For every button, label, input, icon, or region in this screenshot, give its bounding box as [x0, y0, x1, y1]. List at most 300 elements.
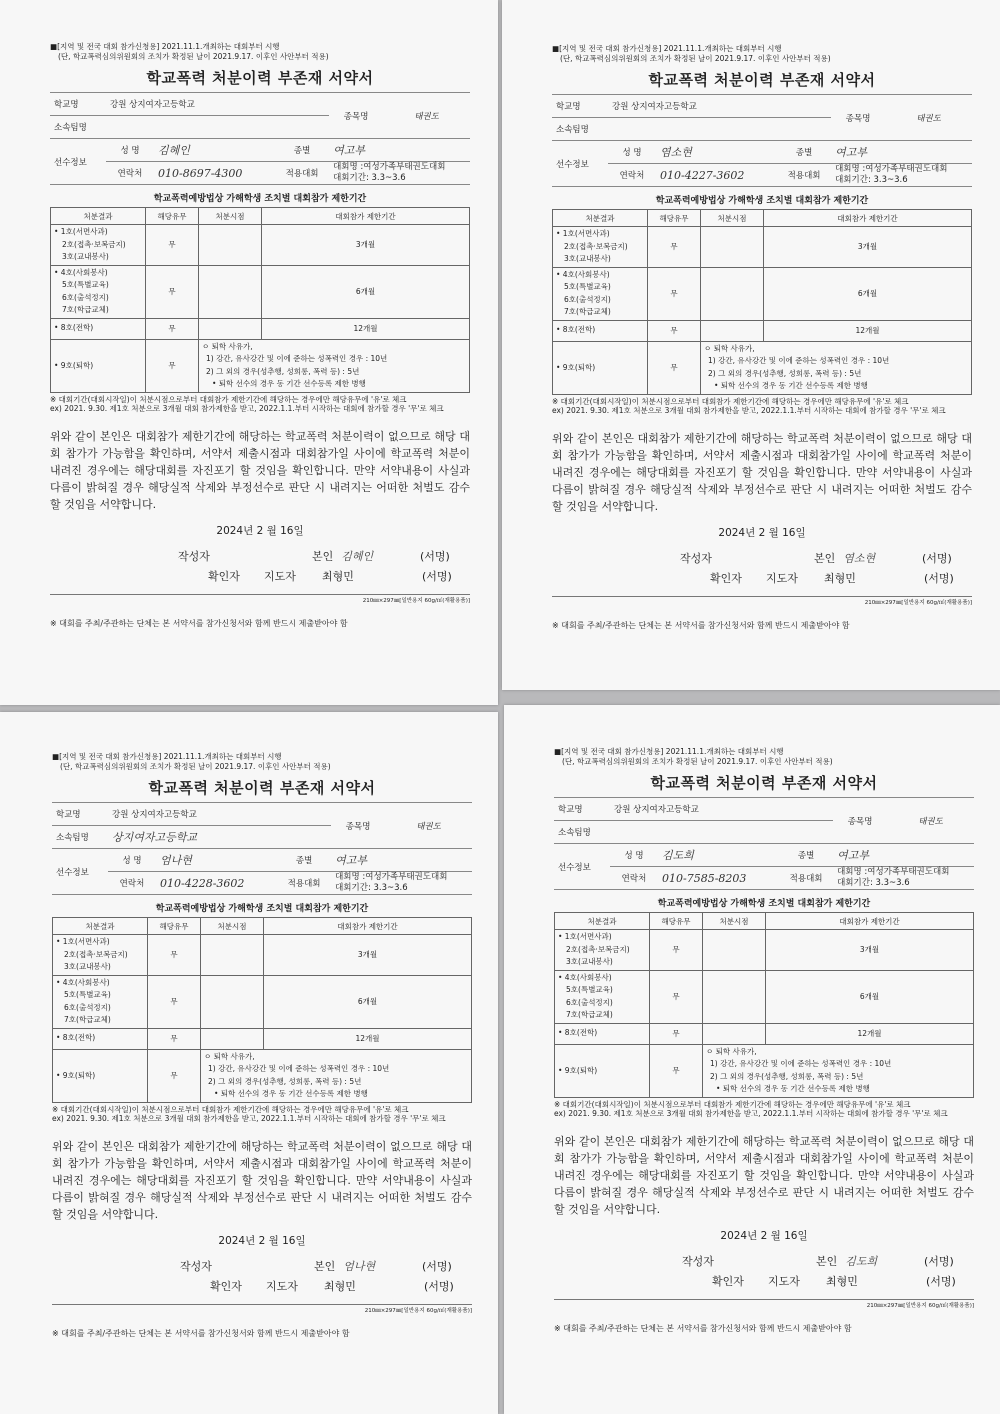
applicable-cell: 무 [648, 267, 701, 320]
header-line-2: (단, 학교폭력심의위원회의 조치가 확정된 날이 2021.9.17. 이후인 사안부터 적용) [60, 762, 331, 771]
event-label: 종목명 [329, 93, 383, 139]
result-item: 5호(특별교육) [564, 282, 611, 291]
table-row [51, 225, 470, 266]
col-header-limit: 대회참가 제한기간 [262, 208, 470, 225]
comp-label: 적용대회 [277, 872, 331, 895]
limit-cell: 12개월 [264, 1028, 472, 1049]
result-item: 7호(학급교체) [62, 305, 109, 314]
applicable-cell: 무 [146, 265, 199, 318]
pledge-text: 위와 같이 본인은 대회참가 제한기간에 해당하는 학교폭력 처분이력이 없으므로 해당 대회 참가가 가능함을 확인하며, 서약서 제출시점과 대회참가일 사이에 학교폭력 처분이 내려진 경우에는 해당대회를 자진포기 할 것임을 확인합니다. 만약 서약내용이 사실과 다름이 밝혀질 경우 해당실적 삭제와 부정선수로 판단 시 내려지는 어떠한 처벌도 감수할 것임을 서약합니다. [554, 1134, 974, 1216]
col-header-limit: 대회참가 제한기간 [764, 210, 972, 227]
form-header [50, 42, 470, 62]
limit-line: 1) 강간, 유사강간 및 이에 준하는 성폭력인 경우 : 10년 [710, 1059, 892, 1068]
header-line-1: ■[지역 및 전국 대회 참가신청용] 2021.11.1.개최하는 대회부터 시행 [52, 752, 282, 761]
col-header-applicable: 해당유무 [148, 918, 201, 935]
pledge-date: 2024년 2 월 16일 [218, 1234, 306, 1247]
result-item: 2호(접촉·보복금지) [62, 239, 126, 249]
result-item: • 4호(사회봉사) [558, 972, 612, 982]
limit-cell: 6개월 [764, 267, 972, 320]
notes [50, 395, 470, 414]
contact-label: 연락처 [108, 872, 156, 895]
sign-seal-1: (서명) [922, 551, 952, 565]
result-item: 7호(학급교체) [564, 307, 611, 316]
team-name: 상지여자고등학교 [108, 826, 331, 849]
result-cell [53, 935, 148, 976]
form-title: 학교폭력 처분이력 부존재 서약서 [146, 69, 374, 87]
team-name [106, 116, 329, 139]
comp-info [833, 867, 974, 890]
result-cell [51, 265, 146, 318]
result-cell [553, 320, 648, 341]
applicable-cell: 무 [148, 975, 201, 1028]
pledge-form-sheet [0, 0, 498, 705]
col-header-time: 처분시점 [701, 210, 764, 227]
time-cell [199, 318, 262, 339]
table-row [553, 267, 972, 320]
limit-line: • 퇴학 선수의 경우 동 기간 선수등록 제한 병행 [212, 379, 366, 388]
pledge-date: 2024년 2 월 16일 [720, 1229, 808, 1242]
time-cell [703, 970, 766, 1023]
notes [552, 397, 972, 416]
result-cell: • 9호(퇴학) [51, 339, 146, 392]
applicable-cell: 무 [148, 1028, 201, 1049]
self-signature: 염소현 [843, 551, 876, 565]
self-sign [314, 1258, 375, 1274]
self-sign [816, 1253, 877, 1269]
player-contact: 010-4227-3602 [656, 164, 777, 187]
result-item: 5호(특별교육) [62, 280, 109, 289]
limit-line: • 퇴학 선수의 경우 동 기간 선수등록 제한 병행 [716, 1084, 870, 1093]
player-name: 김도희 [658, 844, 779, 867]
form-content [552, 44, 972, 631]
info-table [50, 92, 470, 185]
applicable-cell: 무 [648, 227, 701, 268]
result-item: 3호(교내봉사) [62, 252, 109, 261]
limit-line: • 퇴학 선수의 경우 동 기간 선수등록 제한 병행 [214, 1089, 368, 1098]
school-name: 강원 상지여자고등학교 [106, 93, 329, 116]
event-label: 종목명 [833, 798, 887, 844]
header-line-2: (단, 학교폭력심의위원회의 조치가 확정된 날이 2021.9.17. 이후인 사안부터 적용) [58, 52, 329, 61]
sign-seal-1: (서명) [422, 1259, 452, 1273]
confirmer-label: 확인자 [210, 1279, 242, 1293]
player-info-label: 선수정보 [554, 844, 610, 890]
limit-line: ㅇ 퇴학 사유가, [204, 1051, 255, 1061]
author-label: 작성자 [180, 1259, 212, 1273]
time-cell [703, 1023, 766, 1044]
result-item: • 8호(전학) [56, 1033, 96, 1043]
result-cell: • 9호(퇴학) [53, 1049, 148, 1102]
player-info-label: 선수정보 [552, 141, 608, 187]
info-table [554, 797, 974, 890]
result-cell [51, 225, 146, 266]
result-cell [53, 975, 148, 1028]
self-signature: 엄나현 [343, 1259, 376, 1273]
form-title: 학교폭력 처분이력 부존재 서약서 [148, 779, 376, 797]
limit-line: 1) 강간, 유사강간 및 이에 준하는 성폭력인 경우 : 10년 [208, 1064, 390, 1073]
author-label: 작성자 [680, 551, 712, 565]
result-item: • 4호(사회봉사) [556, 269, 610, 279]
table-row [53, 975, 472, 1028]
self-sign [312, 548, 373, 564]
restriction-subtitle: 학교폭력예방법상 가해학생 조치별 대회참가 제한기간 [657, 899, 871, 909]
note-2: ex) 2021. 9.30. 제1호 처분으로 3개월 대회 참가제한을 받고, 2022.1.1.부터 시작하는 대회에 참가할 경우 '무'로 체크 [52, 1114, 446, 1123]
form-footer: ※ 대회를 주최/주관하는 단체는 본 서약서를 참가신청서와 함께 반드시 제출받아야 함 [52, 1328, 350, 1338]
result-item: • 8호(전학) [556, 325, 596, 335]
form-title: 학교폭력 처분이력 부존재 서약서 [648, 71, 876, 89]
time-cell [703, 930, 766, 971]
form-title: 학교폭력 처분이력 부존재 서약서 [650, 774, 878, 792]
player-name: 엄나현 [156, 849, 277, 872]
time-cell [701, 320, 764, 341]
header-line-1: ■[지역 및 전국 대회 참가신청용] 2021.11.1.개최하는 대회부터 시행 [50, 42, 280, 51]
team-label: 소속팀명 [552, 118, 608, 141]
limit-cell: 12개월 [262, 318, 470, 339]
col-header-limit: 대회참가 제한기간 [264, 918, 472, 935]
player-contact: 010-4228-3602 [156, 872, 277, 895]
time-cell [201, 975, 264, 1028]
limit-cell: 3개월 [262, 225, 470, 266]
name-label: 성 명 [106, 139, 154, 162]
signature-block [554, 1253, 974, 1297]
table-row [555, 970, 974, 1023]
applicable-cell: 무 [148, 935, 201, 976]
comp-name: 대회명 :여성가족부태권도대회 [835, 164, 948, 174]
instructor-name: 최형민 [824, 571, 856, 585]
result-item: 2호(접촉·보복금지) [566, 944, 630, 954]
col-header-result: 처분결과 [555, 913, 650, 930]
limit-cell: 3개월 [764, 227, 972, 268]
school-label: 학교명 [52, 803, 108, 826]
note-2: ex) 2021. 9.30. 제1호 처분으로 3개월 대회 참가제한을 받고, 2022.1.1.부터 시작하는 대회에 참가할 경우 '무'로 체크 [552, 406, 946, 415]
applicable-cell: 무 [148, 1049, 201, 1102]
pledge-form-sheet [502, 0, 1000, 690]
result-item: • 1호(서면사과) [558, 932, 612, 941]
limit-cell: 3개월 [766, 930, 974, 971]
result-item: 7호(학급교체) [64, 1015, 111, 1024]
pledge-form-sheet [504, 705, 1000, 1414]
applicable-cell: 무 [650, 970, 703, 1023]
school-name: 강원 상지여자고등학교 [610, 798, 833, 821]
limit-detail-cell [703, 1044, 974, 1097]
note-1: ※ 대회기간(대회시작일)이 처분시점으로부터 대회참가 제한기간에 해당하는 경우에만 해당유무에 '유'로 체크 [552, 396, 909, 406]
info-table [552, 94, 972, 187]
self-label: 본인 [312, 549, 334, 563]
result-cell: • 9호(퇴학) [553, 341, 648, 394]
instructor-name: 최형민 [826, 1274, 858, 1288]
pledge-text: 위와 같이 본인은 대회참가 제한기간에 해당하는 학교폭력 처분이력이 없으므로 해당 대회 참가가 가능함을 확인하며, 서약서 제출시점과 대회참가일 사이에 학교폭력 처분이 내려진 경우에는 해당대회를 자진포기 할 것임을 확인합니다. 만약 서약내용이 사실과 다름이 밝혀질 경우 해당실적 삭제와 부정선수로 판단 시 내려지는 어떠한 처벌도 감수할 것임을 서약합니다. [52, 1139, 472, 1221]
applicable-cell: 무 [146, 225, 199, 266]
author-label: 작성자 [178, 549, 210, 563]
header-line-1: ■[지역 및 전국 대회 참가신청용] 2021.11.1.개최하는 대회부터 시행 [552, 44, 782, 53]
school-label: 학교명 [50, 93, 106, 116]
sign-seal-2: (서명) [424, 1279, 454, 1293]
table-row [51, 318, 470, 339]
result-cell [53, 1028, 148, 1049]
result-cell [553, 227, 648, 268]
result-item: 2호(접촉·보복금지) [564, 241, 628, 251]
gender-label: 종별 [779, 844, 833, 867]
pledge-form-sheet [0, 712, 498, 1414]
table-row [51, 339, 470, 392]
self-signature: 김혜인 [341, 549, 374, 563]
instructor-label: 지도자 [264, 569, 296, 583]
result-cell: • 9호(퇴학) [555, 1044, 650, 1097]
limit-line: 1) 강간, 유사강간 및 이에 준하는 성폭력인 경우 : 10년 [206, 354, 388, 363]
sign-seal-2: (서명) [422, 569, 452, 583]
result-item: • 1호(서면사과) [54, 227, 108, 236]
applicable-cell: 무 [146, 318, 199, 339]
limit-line: 2) 그 외의 경우(성추행, 성희롱, 폭력 등) : 5년 [710, 1071, 864, 1081]
table-row [553, 320, 972, 341]
author-label: 작성자 [682, 1254, 714, 1268]
player-info-label: 선수정보 [52, 849, 108, 895]
restriction-subtitle: 학교폭력예방법상 가해학생 조치별 대회참가 제한기간 [655, 196, 869, 206]
limit-cell: 3개월 [264, 935, 472, 976]
signature-block [52, 1258, 472, 1302]
limit-detail-cell [201, 1049, 472, 1102]
comp-name: 대회명 :여성가족부태권도대회 [333, 162, 446, 172]
col-header-applicable: 해당유무 [648, 210, 701, 227]
comp-info [331, 872, 472, 895]
paper-spec: 210㎜×297㎜[일반용지 60g/㎡(재활용품)] [52, 1304, 472, 1314]
school-label: 학교명 [554, 798, 610, 821]
team-label: 소속팀명 [50, 116, 106, 139]
paper-spec: 210㎜×297㎜[일반용지 60g/㎡(재활용품)] [50, 594, 470, 604]
self-label: 본인 [814, 551, 836, 565]
comp-label: 적용대회 [779, 867, 833, 890]
player-name: 김혜인 [154, 139, 275, 162]
team-label: 소속팀명 [52, 826, 108, 849]
name-label: 성 명 [610, 844, 658, 867]
self-sign [814, 550, 875, 566]
form-footer: ※ 대회를 주최/주관하는 단체는 본 서약서를 참가신청서와 함께 반드시 제출받아야 함 [50, 618, 348, 628]
limit-cell: 6개월 [264, 975, 472, 1028]
limit-cell: 6개월 [766, 970, 974, 1023]
player-gender: 여고부 [329, 139, 470, 162]
table-row [555, 1044, 974, 1097]
name-label: 성 명 [108, 849, 156, 872]
result-item: • 4호(사회봉사) [56, 977, 110, 987]
player-name: 염소현 [656, 141, 777, 164]
limit-line: 2) 그 외의 경우(성추행, 성희롱, 폭력 등) : 5년 [708, 368, 862, 378]
limit-cell: 12개월 [766, 1023, 974, 1044]
result-item: 7호(학급교체) [566, 1010, 613, 1019]
form-header [552, 44, 972, 64]
limit-line: • 퇴학 선수의 경우 동 기간 선수등록 제한 병행 [714, 381, 868, 390]
table-row [53, 1049, 472, 1102]
player-gender: 여고부 [831, 141, 972, 164]
col-header-time: 처분시점 [201, 918, 264, 935]
col-header-time: 처분시점 [199, 208, 262, 225]
header-line-2: (단, 학교폭력심의위원회의 조치가 확정된 날이 2021.9.17. 이후인 사안부터 적용) [562, 757, 833, 766]
result-cell [555, 970, 650, 1023]
result-item: 6호(출석정지) [64, 1002, 111, 1012]
form-header [52, 752, 472, 772]
result-item: 2호(접촉·보복금지) [64, 949, 128, 959]
restriction-subtitle: 학교폭력예방법상 가해학생 조치별 대회참가 제한기간 [153, 194, 367, 204]
applicable-cell: 무 [650, 1044, 703, 1097]
gender-label: 종별 [277, 849, 331, 872]
gender-label: 종별 [275, 139, 329, 162]
col-header-result: 처분결과 [53, 918, 148, 935]
comp-period: 대회기간: 3.3~3.6 [333, 173, 406, 183]
player-contact: 010-7585-8203 [658, 867, 779, 890]
table-row [555, 1023, 974, 1044]
self-signature: 김도희 [845, 1254, 878, 1268]
form-content [554, 747, 974, 1334]
event-name: 태권도 [383, 93, 470, 139]
table-row [53, 1028, 472, 1049]
col-header-result: 처분결과 [51, 208, 146, 225]
result-item: • 8호(전학) [54, 323, 94, 333]
event-name: 태권도 [885, 95, 972, 141]
header-line-2: (단, 학교폭력심의위원회의 조치가 확정된 날이 2021.9.17. 이후인 사안부터 적용) [560, 54, 831, 63]
instructor-name: 최형민 [324, 1279, 356, 1293]
instructor-label: 지도자 [766, 571, 798, 585]
instructor-name: 최형민 [322, 569, 354, 583]
signature-block [552, 550, 972, 594]
result-item: 3호(교내봉사) [564, 254, 611, 263]
applicable-cell: 무 [650, 1023, 703, 1044]
col-header-limit: 대회참가 제한기간 [766, 913, 974, 930]
col-header-result: 처분결과 [553, 210, 648, 227]
result-cell [555, 1023, 650, 1044]
comp-info [329, 162, 470, 185]
pledge-date: 2024년 2 월 16일 [216, 524, 304, 537]
result-item: 6호(출석정지) [564, 294, 611, 304]
event-label: 종목명 [331, 803, 385, 849]
restriction-table [554, 912, 974, 1098]
confirmer-label: 확인자 [712, 1274, 744, 1288]
result-item: 3호(교내봉사) [64, 962, 111, 971]
name-label: 성 명 [608, 141, 656, 164]
time-cell [201, 935, 264, 976]
comp-info [831, 164, 972, 187]
limit-detail-cell [199, 339, 470, 392]
school-label: 학교명 [552, 95, 608, 118]
limit-line: 1) 강간, 유사강간 및 이에 준하는 성폭력인 경우 : 10년 [708, 356, 890, 365]
limit-line: 2) 그 외의 경우(성추행, 성희롱, 폭력 등) : 5년 [206, 366, 360, 376]
limit-line: 2) 그 외의 경우(성추행, 성희롱, 폭력 등) : 5년 [208, 1076, 362, 1086]
event-name: 태권도 [887, 798, 974, 844]
player-gender: 여고부 [833, 844, 974, 867]
table-row [555, 930, 974, 971]
info-table [52, 802, 472, 895]
col-header-applicable: 해당유무 [650, 913, 703, 930]
limit-line: ㅇ 퇴학 사유가, [704, 343, 755, 353]
time-cell [201, 1028, 264, 1049]
time-cell [199, 265, 262, 318]
note-1: ※ 대회기간(대회시작일)이 처분시점으로부터 대회참가 제한기간에 해당하는 경우에만 해당유무에 '유'로 체크 [52, 1104, 409, 1114]
paper-spec: 210㎜×297㎜[일반용지 60g/㎡(재활용품)] [552, 596, 972, 606]
result-item: 3호(교내봉사) [566, 957, 613, 966]
team-label: 소속팀명 [554, 821, 610, 844]
restriction-subtitle: 학교폭력예방법상 가해학생 조치별 대회참가 제한기간 [155, 904, 369, 914]
confirmer-label: 확인자 [710, 571, 742, 585]
player-contact: 010-8697-4300 [154, 162, 275, 185]
contact-label: 연락처 [106, 162, 154, 185]
notes [554, 1100, 974, 1119]
result-item: 5호(특별교육) [566, 985, 613, 994]
note-1: ※ 대회기간(대회시작일)이 처분시점으로부터 대회참가 제한기간에 해당하는 경우에만 해당유무에 '유'로 체크 [554, 1099, 911, 1109]
contact-label: 연락처 [610, 867, 658, 890]
paper-spec: 210㎜×297㎜[일반용지 60g/㎡(재활용품)] [554, 1299, 974, 1309]
signature-block [50, 548, 470, 592]
applicable-cell: 무 [146, 339, 199, 392]
result-cell [553, 267, 648, 320]
form-footer: ※ 대회를 주최/주관하는 단체는 본 서약서를 참가신청서와 함께 반드시 제출받아야 함 [552, 620, 850, 630]
comp-name: 대회명 :여성가족부태권도대회 [837, 867, 950, 877]
limit-cell: 6개월 [262, 265, 470, 318]
event-label: 종목명 [831, 95, 885, 141]
pledge-text: 위와 같이 본인은 대회참가 제한기간에 해당하는 학교폭력 처분이력이 없으므로 해당 대회 참가가 가능함을 확인하며, 서약서 제출시점과 대회참가일 사이에 학교폭력 처분이 내려진 경우에는 해당대회를 자진포기 할 것임을 확인합니다. 만약 서약내용이 사실과 다름이 밝혀질 경우 해당실적 삭제와 부정선수로 판단 시 내려지는 어떠한 처벌도 감수할 것임을 서약합니다. [50, 429, 470, 511]
instructor-label: 지도자 [768, 1274, 800, 1288]
form-content [50, 42, 470, 629]
pledge-date: 2024년 2 월 16일 [718, 526, 806, 539]
time-cell [199, 225, 262, 266]
self-label: 본인 [816, 1254, 838, 1268]
result-item: 6호(출석정지) [62, 292, 109, 302]
form-content [52, 752, 472, 1339]
sign-seal-1: (서명) [420, 549, 450, 563]
result-item: 6호(출석정지) [566, 997, 613, 1007]
result-item: • 4호(사회봉사) [54, 267, 108, 277]
note-2: ex) 2021. 9.30. 제1호 처분으로 3개월 대회 참가제한을 받고, 2022.1.1.부터 시작하는 대회에 참가할 경우 '무'로 체크 [554, 1109, 948, 1118]
applicable-cell: 무 [648, 341, 701, 394]
comp-period: 대회기간: 3.3~3.6 [335, 883, 408, 893]
school-name: 강원 상지여자고등학교 [608, 95, 831, 118]
gender-label: 종별 [777, 141, 831, 164]
comp-label: 적용대회 [777, 164, 831, 187]
result-item: • 1호(서면사과) [556, 229, 610, 238]
notes [52, 1105, 472, 1124]
table-row [51, 265, 470, 318]
self-label: 본인 [314, 1259, 336, 1273]
col-header-time: 처분시점 [703, 913, 766, 930]
form-footer: ※ 대회를 주최/주관하는 단체는 본 서약서를 참가신청서와 함께 반드시 제출받아야 함 [554, 1323, 852, 1333]
form-header [554, 747, 974, 767]
result-cell [51, 318, 146, 339]
result-cell [555, 930, 650, 971]
restriction-table [50, 207, 470, 393]
result-item: 5호(특별교육) [64, 990, 111, 999]
player-info-label: 선수정보 [50, 139, 106, 185]
result-item: • 8호(전학) [558, 1028, 598, 1038]
applicable-cell: 무 [648, 320, 701, 341]
limit-detail-cell [701, 341, 972, 394]
sign-seal-2: (서명) [926, 1274, 956, 1288]
comp-name: 대회명 :여성가족부태권도대회 [335, 872, 448, 882]
sign-seal-2: (서명) [924, 571, 954, 585]
applicable-cell: 무 [650, 930, 703, 971]
restriction-table [552, 209, 972, 395]
limit-line: ㅇ 퇴학 사유가, [706, 1046, 757, 1056]
limit-cell: 12개월 [764, 320, 972, 341]
table-row [553, 341, 972, 394]
time-cell [701, 227, 764, 268]
restriction-table [52, 917, 472, 1103]
event-name: 태권도 [385, 803, 472, 849]
col-header-applicable: 해당유무 [146, 208, 199, 225]
confirmer-label: 확인자 [208, 569, 240, 583]
sign-seal-1: (서명) [924, 1254, 954, 1268]
table-row [553, 227, 972, 268]
comp-period: 대회기간: 3.3~3.6 [837, 878, 910, 888]
team-name [610, 821, 833, 844]
team-name [608, 118, 831, 141]
limit-line: ㅇ 퇴학 사유가, [202, 341, 253, 351]
header-line-1: ■[지역 및 전국 대회 참가신청용] 2021.11.1.개최하는 대회부터 시행 [554, 747, 784, 756]
